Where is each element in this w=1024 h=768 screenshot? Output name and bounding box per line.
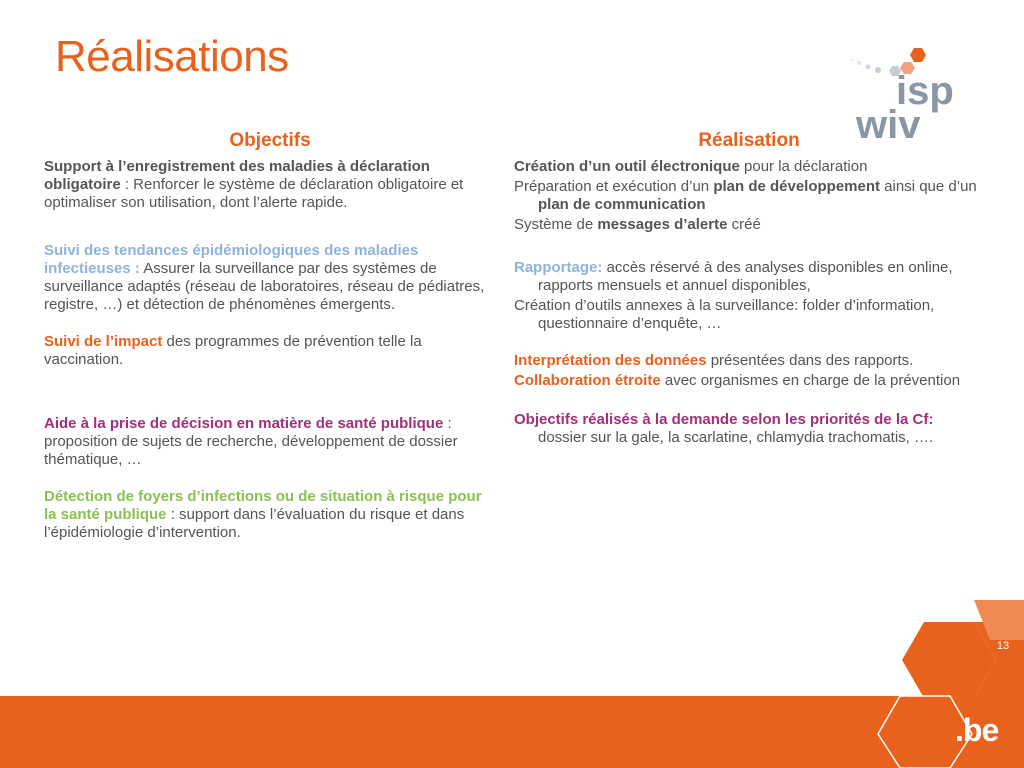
realisation-lead: Interprétation des données [514, 352, 707, 369]
realisation-text: Préparation et exécution d’un [514, 178, 714, 195]
objective-text: : proposition de sujets de recherche, développement de dossier thématique, … [44, 415, 458, 468]
objective-lead: Suivi de l’impact [44, 333, 163, 350]
page-number: 13 [996, 640, 1010, 652]
realisation-text: ainsi que d’un [880, 178, 977, 195]
slide-title: Réalisations [55, 32, 289, 81]
realisation-text: créé [727, 216, 761, 233]
realisation-lead: Rapportage: [514, 259, 603, 276]
realisation-lead: Collaboration étroite [514, 372, 661, 389]
objective-lead: Détection de foyers d’infections ou de situation à risque pour la santé publique [44, 488, 482, 523]
realisation-text: présentées dans des rapports. [706, 352, 914, 369]
realisation-lead: Objectifs réalisés à la demande selon les priorités de la Cf: [514, 411, 934, 428]
be-logo: .be [955, 712, 999, 748]
realisation-text: dossier sur la gale, la scarlatine, chlamydia trachomatis, …. [538, 429, 934, 446]
objective-text: Assurer la surveillance par des systèmes de surveillance adaptés (réseau de laboratoires, réseau de pédiatres, registre, …) et détection de phénomènes émergents. [44, 260, 485, 313]
objective-lead: Aide à la prise de décision en matière de santé publique [44, 415, 444, 432]
realisation-heading: Réalisation [698, 130, 800, 151]
realisation-text: Création d’outils annexes à la surveillance: folder d’information, questionnaire d’enquête, … [514, 297, 935, 332]
realisation-lead: Création d’un outil électronique [514, 158, 740, 175]
logo-line2: wiv [856, 103, 921, 144]
realisation-lead: plan de communication [538, 196, 706, 213]
realisation-lead: messages d’alerte [597, 216, 728, 233]
logo-line1: isp [896, 69, 954, 113]
realisation-text: Système de [514, 216, 598, 233]
realisation-lead: plan de développement [713, 178, 881, 195]
realisation-text: accès réservé à des analyses disponibles en online, rapports mensuels et annuel disponibles, [538, 259, 953, 294]
objectifs-heading: Objectifs [229, 130, 311, 151]
realisation-text: pour la déclaration [739, 158, 868, 175]
realisation-text: avec organismes en charge de la prévention [660, 372, 961, 389]
objective-text: des programmes de prévention telle la vaccination. [44, 333, 422, 368]
objective-lead: Suivi des tendances épidémiologiques des maladies infectieuses : [44, 242, 419, 277]
objective-text: : support dans l’évaluation du risque et dans l’épidémiologie d’intervention. [44, 506, 465, 541]
objective-text: : Renforcer le système de déclaration obligatoire et optimaliser son utilisation, dont l’alerte rapide. [44, 176, 464, 211]
objective-lead: Support à l’enregistrement des maladies à déclaration obligatoire [44, 158, 430, 193]
